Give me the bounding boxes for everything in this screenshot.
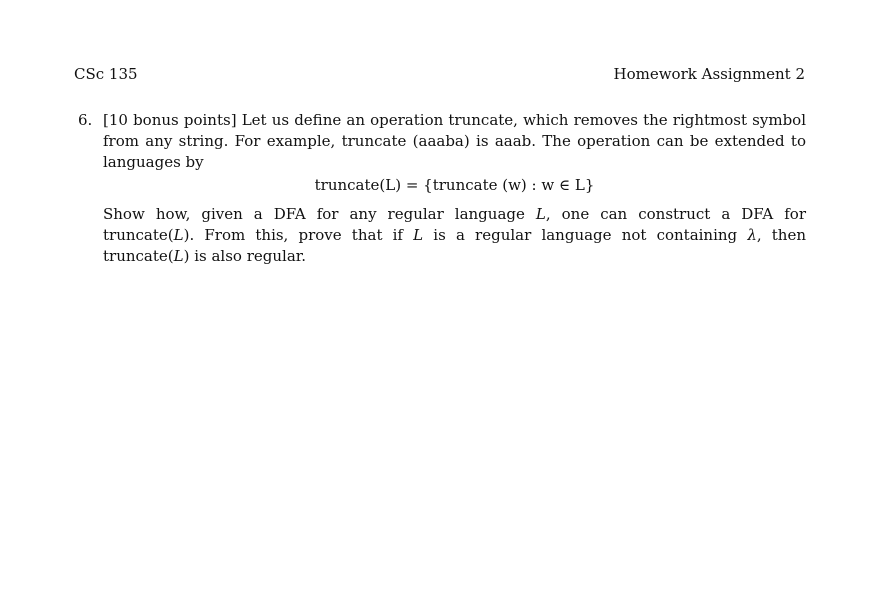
- problem-number: 6.: [78, 111, 93, 129]
- var-l: L: [413, 226, 424, 244]
- question-text: Show how, given a DFA for any regular language: [103, 205, 536, 223]
- truncate-definition-equation: truncate(L) = {truncate (w) : w ∈ L}: [314, 176, 595, 194]
- var-l: L: [535, 205, 546, 223]
- question-text: ) is also regular.: [183, 247, 307, 265]
- page-header: [74, 64, 805, 84]
- course-label: CSc 135: [74, 65, 138, 83]
- var-l: L: [173, 226, 184, 244]
- question-text: , one can construct a DFA for truncate(: [103, 205, 807, 244]
- problem-intro: [10 bonus points] Let us define an operation truncate, which removes the rightmost symbol from any string. For example, truncate (aaaba) is aaab. The operation can be extended to languages by: [103, 111, 806, 171]
- question-text: ). From this, prove that if: [183, 226, 414, 244]
- question-text: , then truncate(: [103, 226, 807, 265]
- question-text: is a regular language not containing: [423, 226, 748, 244]
- problem-6: [78, 110, 806, 267]
- assignment-title: Homework Assignment 2: [613, 65, 805, 83]
- problem-body: [103, 110, 806, 267]
- var-lambda: λ: [747, 226, 757, 244]
- var-l: L: [173, 247, 184, 265]
- problem-question: [103, 204, 806, 267]
